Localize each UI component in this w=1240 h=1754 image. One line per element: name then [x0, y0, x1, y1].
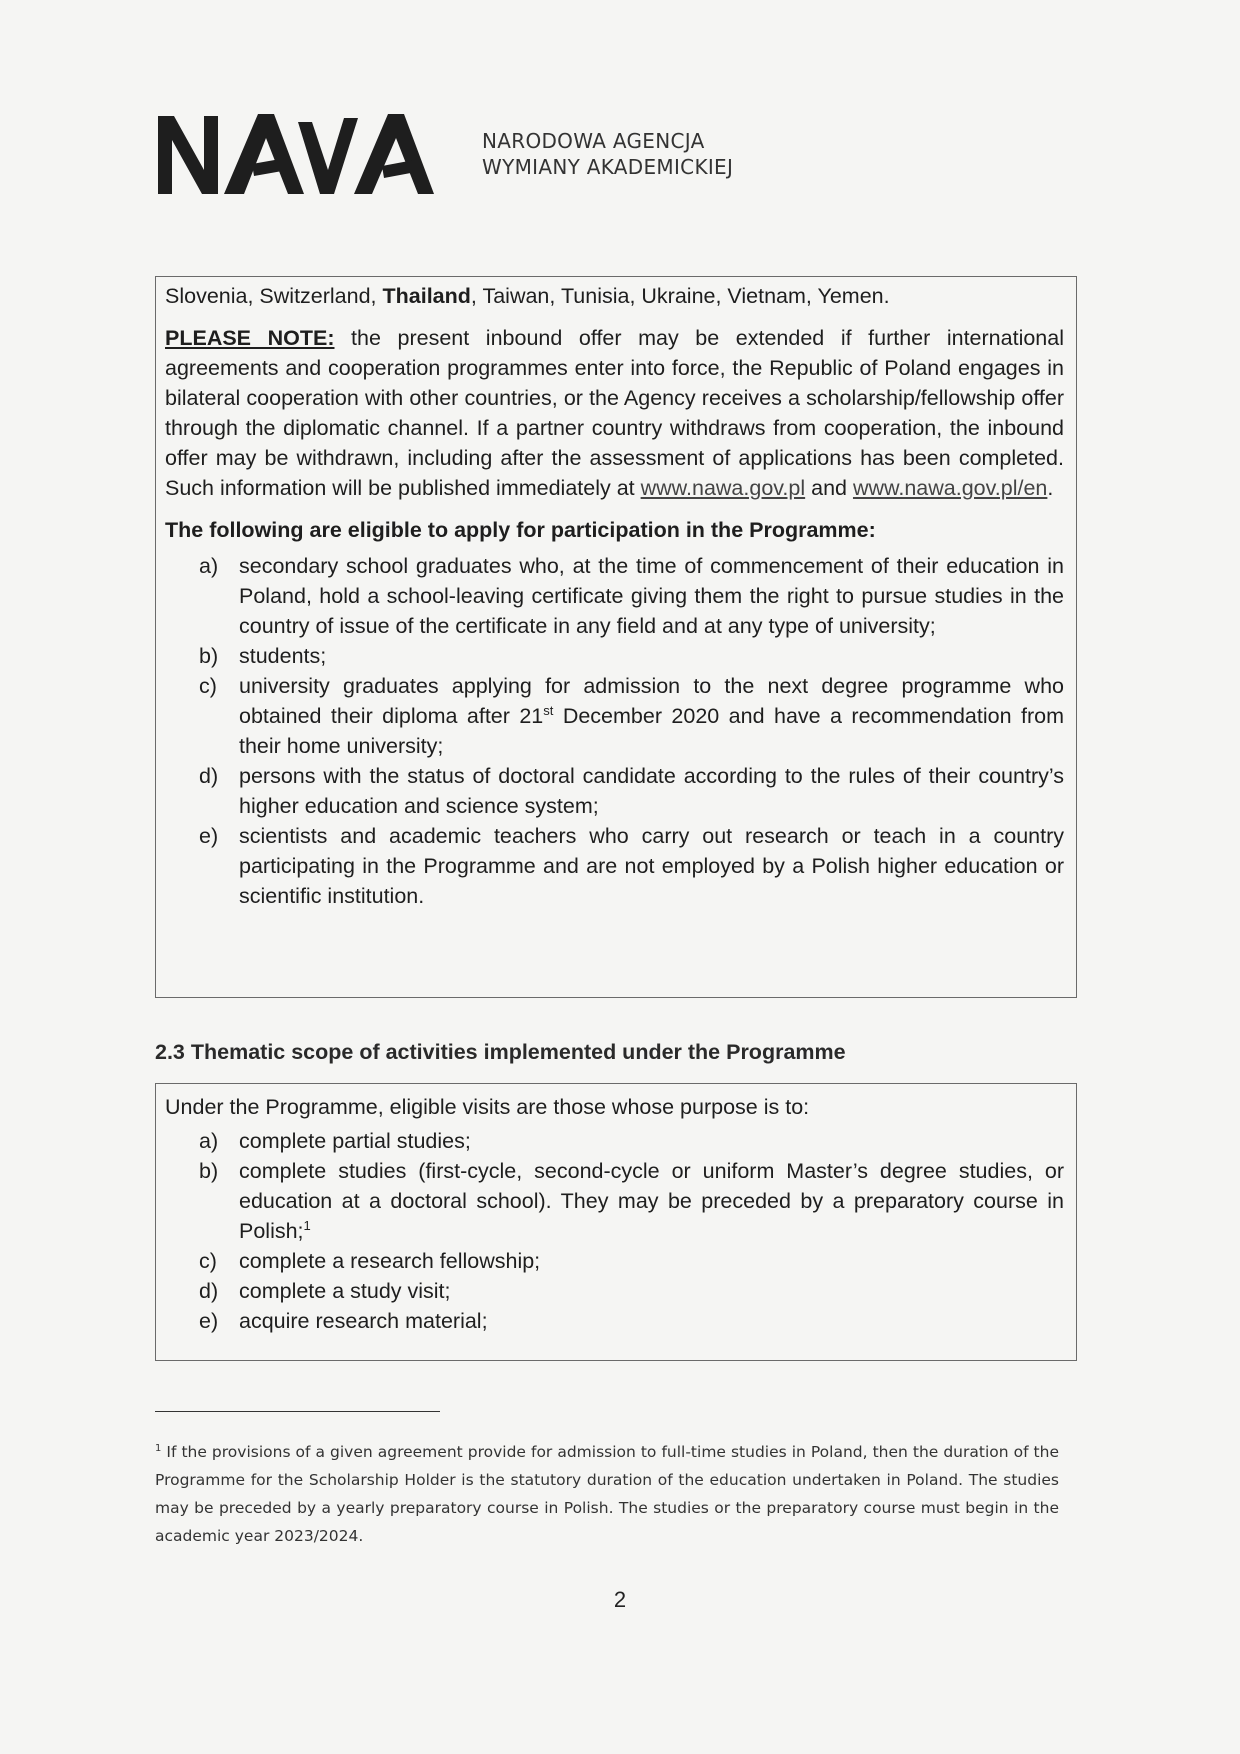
thematic-scope-box — [155, 1083, 1077, 1361]
please-note-label: PLEASE NOTE: — [165, 326, 335, 350]
list-item: d) complete a study visit; — [199, 1279, 451, 1303]
list-item: a) secondary school graduates who, at the time of commencement of their education in Poland, hold a school-leaving certificate giving them the right to pursue studies in the country of issue of the certificate in any field and at any type of university; — [199, 554, 1064, 638]
eligibility-list — [165, 551, 1064, 911]
page-number: 2 — [613, 1587, 627, 1612]
eligibility-box — [155, 276, 1077, 998]
scope-list — [165, 1126, 1064, 1336]
list-item: a) complete partial studies; — [199, 1129, 471, 1153]
link-nawa-en[interactable]: www.nawa.gov.pl/en — [852, 476, 1048, 500]
footnote: $^1$ If the provisions of a given agreement provide for admission to full-time studies in Poland, then the duration of the Programme for the Scholarship Holder is the statutory duration of the education undertaken in Poland. The studies may be preceded by a yearly preparatory course in Polish. The studies or the preparatory course must begin in the academic year 2023/2024. — [155, 1442, 1059, 1545]
countries-line: Slovenia, Switzerland, Thailand, Taiwan, Tunisia, Ukraine, Vietnam, Yemen. — [165, 284, 890, 308]
agency-name-line1: NARODOWA AGENCJA — [482, 129, 705, 153]
please-note-paragraph: PLEASE NOTE: the present inbound offer may be extended if further international agreements and cooperation programmes enter into force, the Republic of Poland engages in bilateral cooperation with other countries, or the Agency receives a scholarship/fellowship offer through the diplomatic channel. If a partner country withdraws from cooperation, the inbound offer may be withdrawn, including after the assessment of applications has been completed. Such information will be published immediately at www.nawa.gov.pl and www.nawa.gov.pl/en. — [165, 326, 1064, 500]
country-thailand: Thailand — [382, 284, 471, 308]
nawa-logo — [158, 112, 458, 196]
list-item: d) persons with the status of doctoral candidate according to the rules of their country’s higher education and science system; — [199, 764, 1064, 818]
list-item: c) complete a research fellowship; — [199, 1249, 541, 1273]
footnote-number: 1 — [155, 1442, 162, 1454]
list-item: b) students; — [199, 644, 327, 668]
list-item: c) university graduates applying for admission to the next degree programme who obtained their diploma after 21st December 2020 and have a recommendation from their home university; — [199, 674, 1064, 758]
section-heading: 2.3 Thematic scope of activities implemented under the Programme — [155, 1040, 846, 1064]
link-nawa-pl[interactable]: www.nawa.gov.pl — [640, 476, 806, 500]
list-item: e) acquire research material; — [199, 1309, 488, 1333]
agency-name-line2: WYMIANY AKADEMICKIEJ — [482, 155, 734, 179]
list-item: e) scientists and academic teachers who carry out research or teach in a country participating in the Programme and are not employed by a Polish higher education or scientific institution. — [199, 824, 1064, 908]
list-item: b) complete studies (first-cycle, second-cycle or uniform Master’s degree studies, or education at a doctoral school). They may be preceded by a preparatory course in Polish;$^1$ — [199, 1159, 1064, 1243]
scope-intro: Under the Programme, eligible visits are those whose purpose is to: — [165, 1095, 810, 1119]
agency-name — [482, 128, 733, 180]
eligible-heading: The following are eligible to apply for participation in the Programme: — [165, 518, 876, 542]
footnote-divider — [155, 1411, 440, 1412]
footnote-ref[interactable]: 1 — [303, 1217, 311, 1233]
